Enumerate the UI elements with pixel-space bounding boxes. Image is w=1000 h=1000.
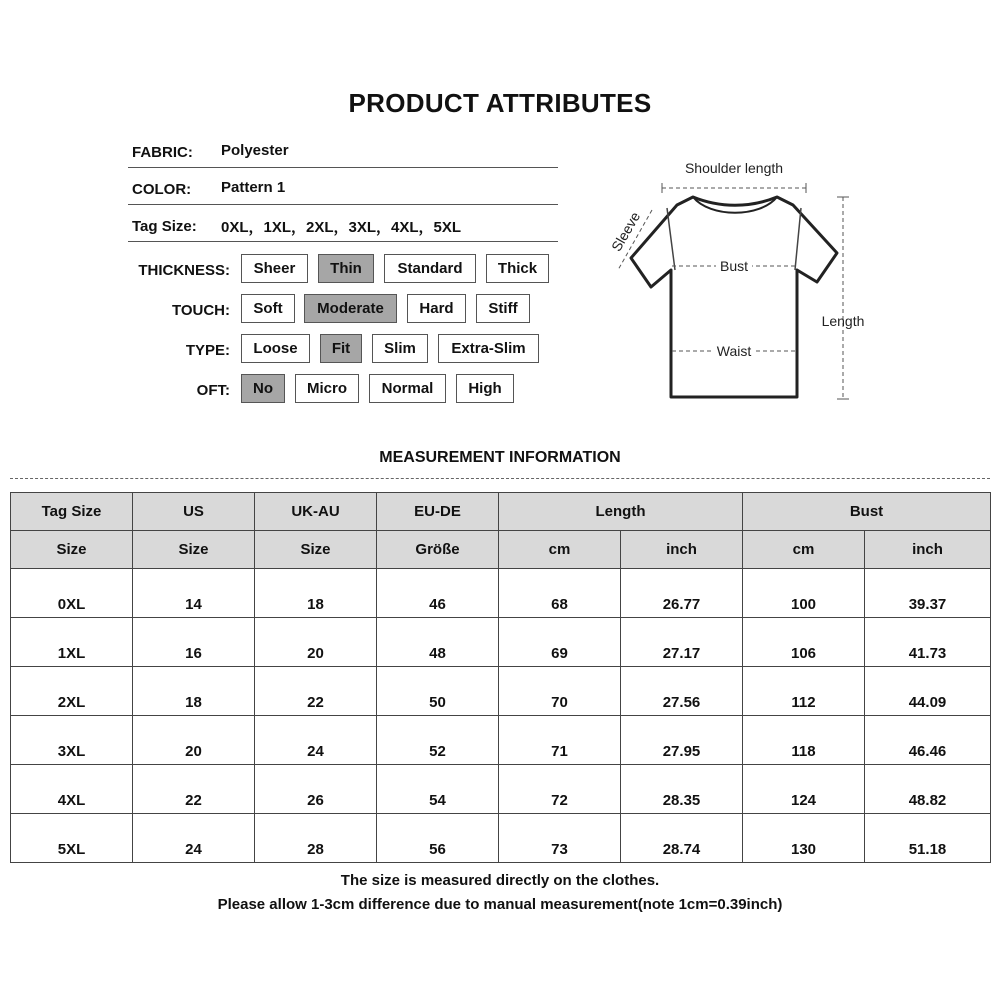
table-cell: 46.46 bbox=[865, 716, 991, 765]
table-row bbox=[11, 814, 991, 863]
table-row bbox=[11, 765, 991, 814]
note-measured: The size is measured directly on the clothes. bbox=[340, 872, 660, 889]
touch-label: TOUCH: bbox=[171, 302, 230, 319]
table-cell: 27.17 bbox=[621, 618, 743, 667]
header-bust: Bust bbox=[743, 493, 991, 531]
attr-row-fabric bbox=[128, 134, 558, 168]
table-cell: 20 bbox=[133, 716, 255, 765]
color-label: COLOR: bbox=[132, 181, 192, 198]
subheader-cell: Größe bbox=[377, 531, 499, 569]
table-cell: 27.56 bbox=[621, 667, 743, 716]
measurement-title: MEASUREMENT INFORMATION bbox=[379, 449, 621, 466]
table-cell: 51.18 bbox=[865, 814, 991, 863]
page-title: PRODUCT ATTRIBUTES bbox=[348, 88, 652, 118]
table-cell: 72 bbox=[499, 765, 621, 814]
table-cell: 41.73 bbox=[865, 618, 991, 667]
table-cell: 71 bbox=[499, 716, 621, 765]
table-header-row bbox=[11, 493, 991, 531]
table-cell: 39.37 bbox=[865, 569, 991, 618]
table-cell: 28.74 bbox=[621, 814, 743, 863]
tag-size-value: 0XL，1XL，2XL，3XL，4XL，5XL bbox=[221, 219, 462, 236]
table-cell: 54 bbox=[377, 765, 499, 814]
table-row bbox=[11, 716, 991, 765]
table-cell: 28 bbox=[255, 814, 377, 863]
header-length: Length bbox=[499, 493, 743, 531]
type-option-loose[interactable]: Loose bbox=[241, 334, 310, 363]
waist-label: Waist bbox=[716, 343, 752, 359]
table-cell: 112 bbox=[743, 667, 865, 716]
table-subheader-row bbox=[11, 531, 991, 569]
table-cell: 100 bbox=[743, 569, 865, 618]
subheader-cell: Size bbox=[11, 531, 133, 569]
table-cell: 46 bbox=[377, 569, 499, 618]
table-cell: 28.35 bbox=[621, 765, 743, 814]
table-cell: 16 bbox=[133, 618, 255, 667]
table-cell: 48.82 bbox=[865, 765, 991, 814]
table-cell: 24 bbox=[133, 814, 255, 863]
table-row bbox=[11, 618, 991, 667]
table-cell: 50 bbox=[377, 667, 499, 716]
table-cell: 5XL bbox=[11, 814, 133, 863]
table-cell: 48 bbox=[377, 618, 499, 667]
table-cell: 22 bbox=[133, 765, 255, 814]
table-cell: 106 bbox=[743, 618, 865, 667]
thickness-option-thin[interactable]: Thin bbox=[318, 254, 374, 283]
table-cell: 27.95 bbox=[621, 716, 743, 765]
table-cell: 2XL bbox=[11, 667, 133, 716]
subheader-cell: Size bbox=[133, 531, 255, 569]
table-cell: 56 bbox=[377, 814, 499, 863]
table-cell: 118 bbox=[743, 716, 865, 765]
header-tag-size: Tag Size bbox=[11, 493, 133, 531]
table-cell: 124 bbox=[743, 765, 865, 814]
table-cell: 26.77 bbox=[621, 569, 743, 618]
tag-size-label: Tag Size: bbox=[132, 218, 197, 235]
tshirt-measurement-diagram bbox=[600, 150, 880, 410]
subheader-cell: inch bbox=[621, 531, 743, 569]
type-option-extra-slim[interactable]: Extra-Slim bbox=[438, 334, 539, 363]
subheader-cell: cm bbox=[499, 531, 621, 569]
header-us: US bbox=[133, 493, 255, 531]
measurement-table bbox=[10, 492, 991, 863]
table-cell: 18 bbox=[255, 569, 377, 618]
touch-option-soft[interactable]: Soft bbox=[241, 294, 295, 323]
table-cell: 4XL bbox=[11, 765, 133, 814]
color-value: Pattern 1 bbox=[221, 179, 286, 196]
fabric-label: FABRIC: bbox=[132, 144, 193, 161]
note-difference: Please allow 1-3cm difference due to manual measurement(note 1cm=0.39inch) bbox=[217, 896, 783, 913]
thickness-option-sheer[interactable]: Sheer bbox=[241, 254, 308, 283]
touch-option-moderate[interactable]: Moderate bbox=[304, 294, 397, 323]
table-cell: 69 bbox=[499, 618, 621, 667]
section-divider bbox=[10, 478, 990, 479]
table-cell: 0XL bbox=[11, 569, 133, 618]
table-cell: 73 bbox=[499, 814, 621, 863]
subheader-cell: Size bbox=[255, 531, 377, 569]
table-cell: 70 bbox=[499, 667, 621, 716]
table-cell: 130 bbox=[743, 814, 865, 863]
type-label: TYPE: bbox=[185, 342, 230, 359]
oft-option-normal[interactable]: Normal bbox=[369, 374, 446, 403]
header-eu-de: EU-DE bbox=[377, 493, 499, 531]
table-cell: 18 bbox=[133, 667, 255, 716]
oft-option-micro[interactable]: Micro bbox=[295, 374, 359, 403]
table-cell: 44.09 bbox=[865, 667, 991, 716]
thickness-option-thick[interactable]: Thick bbox=[486, 254, 549, 283]
table-cell: 68 bbox=[499, 569, 621, 618]
fabric-value: Polyester bbox=[221, 142, 289, 159]
table-cell: 24 bbox=[255, 716, 377, 765]
table-cell: 26 bbox=[255, 765, 377, 814]
sleeve-label: Sleeve bbox=[608, 208, 644, 255]
oft-option-high[interactable]: High bbox=[456, 374, 514, 403]
table-cell: 22 bbox=[255, 667, 377, 716]
attr-row-tag-size bbox=[128, 208, 558, 242]
shoulder-length-label: Shoulder length bbox=[684, 160, 784, 176]
table-cell: 14 bbox=[133, 569, 255, 618]
header-uk-au: UK-AU bbox=[255, 493, 377, 531]
type-option-fit[interactable]: Fit bbox=[320, 334, 362, 363]
oft-label: OFT: bbox=[196, 382, 230, 399]
type-option-slim[interactable]: Slim bbox=[372, 334, 428, 363]
subheader-cell: inch bbox=[865, 531, 991, 569]
thickness-option-standard[interactable]: Standard bbox=[384, 254, 476, 283]
table-row bbox=[11, 569, 991, 618]
length-label: Length bbox=[821, 313, 865, 329]
table-row bbox=[11, 667, 991, 716]
table-cell: 1XL bbox=[11, 618, 133, 667]
table-cell: 20 bbox=[255, 618, 377, 667]
table-cell: 52 bbox=[377, 716, 499, 765]
subheader-cell: cm bbox=[743, 531, 865, 569]
touch-option-hard[interactable]: Hard bbox=[407, 294, 466, 323]
touch-option-stiff[interactable]: Stiff bbox=[476, 294, 530, 323]
bust-label: Bust bbox=[719, 258, 749, 274]
attr-row-color bbox=[128, 171, 558, 205]
thickness-label: THICKNESS: bbox=[138, 262, 230, 279]
tshirt-outline-icon bbox=[631, 197, 837, 397]
oft-option-no[interactable]: No bbox=[241, 374, 285, 403]
table-cell: 3XL bbox=[11, 716, 133, 765]
